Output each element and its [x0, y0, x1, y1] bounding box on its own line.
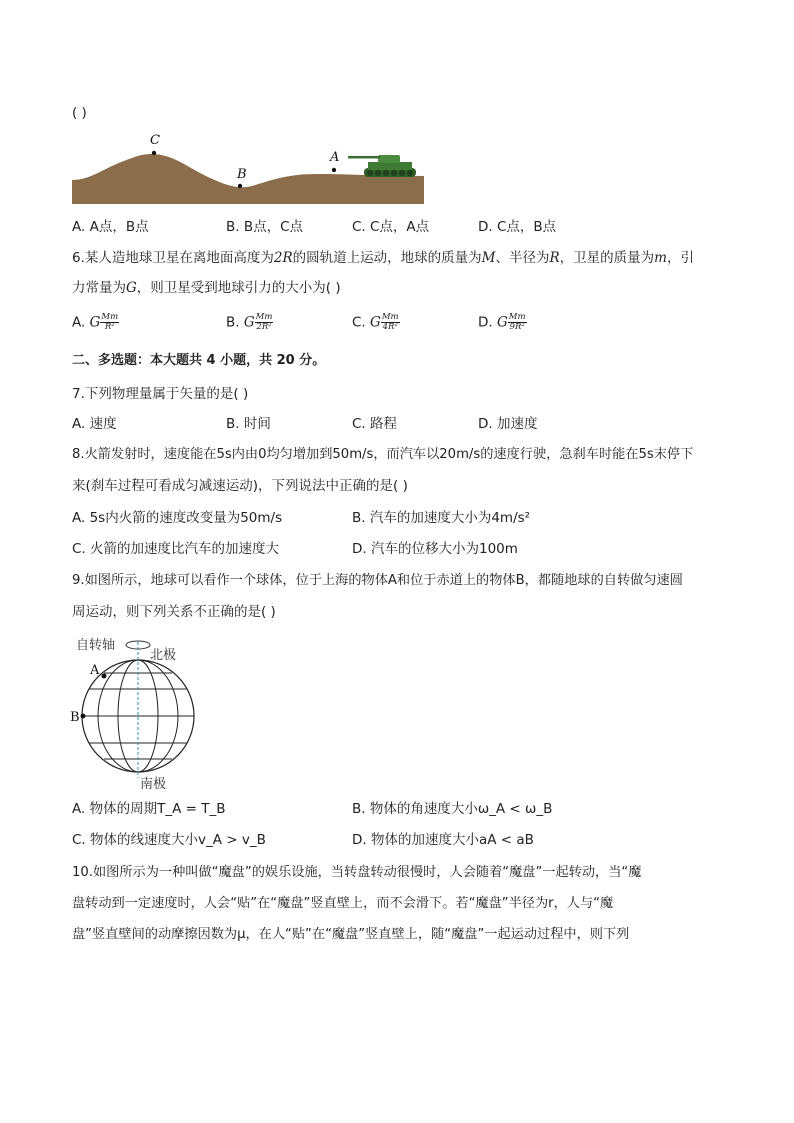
q8-stem-line2: 来(刹车过程可看成匀减速运动)，下列说法中正确的是( ): [72, 478, 408, 494]
q5-option-d: D. C点，B点: [478, 219, 557, 235]
south-label: 南极: [140, 777, 167, 792]
earth-figure: [70, 632, 210, 792]
q6-option-b: B. G $\frac{Mm}{\text{2R²}}$: [226, 312, 273, 332]
q9-option-a: A. 物体的周期T_A = T_B: [72, 801, 226, 817]
q6-stem-line1: 6.某人造地球卫星在离地面高度为2R的圆轨道上运动，地球的质量为M、半径为R，卫星的质量为m，引: [72, 250, 694, 266]
q7-option-b: B. 时间: [226, 416, 271, 432]
q9-option-d: D. 物体的加速度大小aA < aB: [352, 832, 534, 848]
label-c: C: [150, 133, 160, 148]
terrain-figure: [72, 128, 424, 206]
q9-stem-line1: 9.如图所示，地球可以看作一个球体，位于上海的物体A和位于赤道上的物体B，都随地球的自转做匀速圆: [72, 573, 683, 588]
q8-stem-line1: 8.火箭发射时，速度能在5s内由0均匀增加到50m/s，而汽车以20m/s的速度行驶，急刹车时能在5s末停下: [72, 447, 694, 462]
point-b-marker: [81, 714, 86, 719]
point-a: [332, 168, 336, 172]
point-a-marker: [102, 674, 107, 679]
label-b: B: [237, 167, 247, 182]
point-b-label: B: [70, 710, 80, 725]
axis-label: 自转轴: [76, 638, 116, 653]
section-heading: 二、多选题：本大题共 4 小题，共 20 分。: [72, 353, 326, 368]
q8-option-c: C. 火箭的加速度比汽车的加速度大: [72, 541, 280, 557]
q7-option-c: C. 路程: [352, 416, 398, 432]
point-c: [152, 151, 156, 155]
q10-stem-line1: 10.如图所示为一种叫做“魔盘”的娱乐设施，当转盘转动很慢时，人会随着“魔盘”一起转动，当“魔: [72, 865, 642, 880]
q5-option-b: B. B点，C点: [226, 219, 304, 235]
q6-option-a: A. G $\frac{Mm}{\text{R²}}$: [72, 312, 119, 332]
q5-option-c: C. C点，A点: [352, 219, 430, 235]
point-a-label: A: [90, 663, 100, 678]
q9-option-b: B. 物体的角速度大小ω_A < ω_B: [352, 801, 553, 817]
point-b: [238, 184, 242, 188]
q8-option-d: D. 汽车的位移大小为100m: [352, 541, 518, 557]
q5-option-a: A. A点，B点: [72, 219, 149, 235]
label-a: A: [330, 150, 340, 165]
q10-stem-line3: 盘”竖直壁间的动摩擦因数为μ，在人“贴”在“魔盘”竖直壁上，随“魔盘”一起运动过程中，则下列: [72, 927, 630, 942]
tank-icon: [348, 155, 416, 177]
q8-option-b: B. 汽车的加速度大小为4m/s²: [352, 510, 531, 526]
q9-option-c: C. 物体的线速度大小v_A > v_B: [72, 832, 266, 848]
q10-stem-line2: 盘转动到一定速度时，人会“贴”在“魔盘”竖直壁上，而不会滑下。若“魔盘”半径为r，人与“魔: [72, 896, 614, 911]
q6-stem-line2: 力常量为G，则卫星受到地球引力的大小为( ): [72, 280, 341, 296]
north-label: 北极: [150, 648, 177, 663]
q5-paren: ( ): [72, 105, 87, 121]
q7-option-d: D. 加速度: [478, 416, 538, 432]
q7-stem: 7.下列物理量属于矢量的是( ): [72, 386, 249, 402]
q6-option-c: C. G $\frac{Mm}{\text{4R²}}$: [352, 312, 399, 332]
q8-option-a: A. 5s内火箭的速度改变量为50m/s: [72, 510, 283, 526]
hill-terrain: [72, 154, 424, 204]
q9-stem-line2: 周运动，则下列关系不正确的是( ): [72, 604, 276, 620]
q7-option-a: A. 速度: [72, 416, 117, 432]
q6-option-d: D. G $\frac{Mm}{\text{9R²}}$: [478, 312, 526, 332]
